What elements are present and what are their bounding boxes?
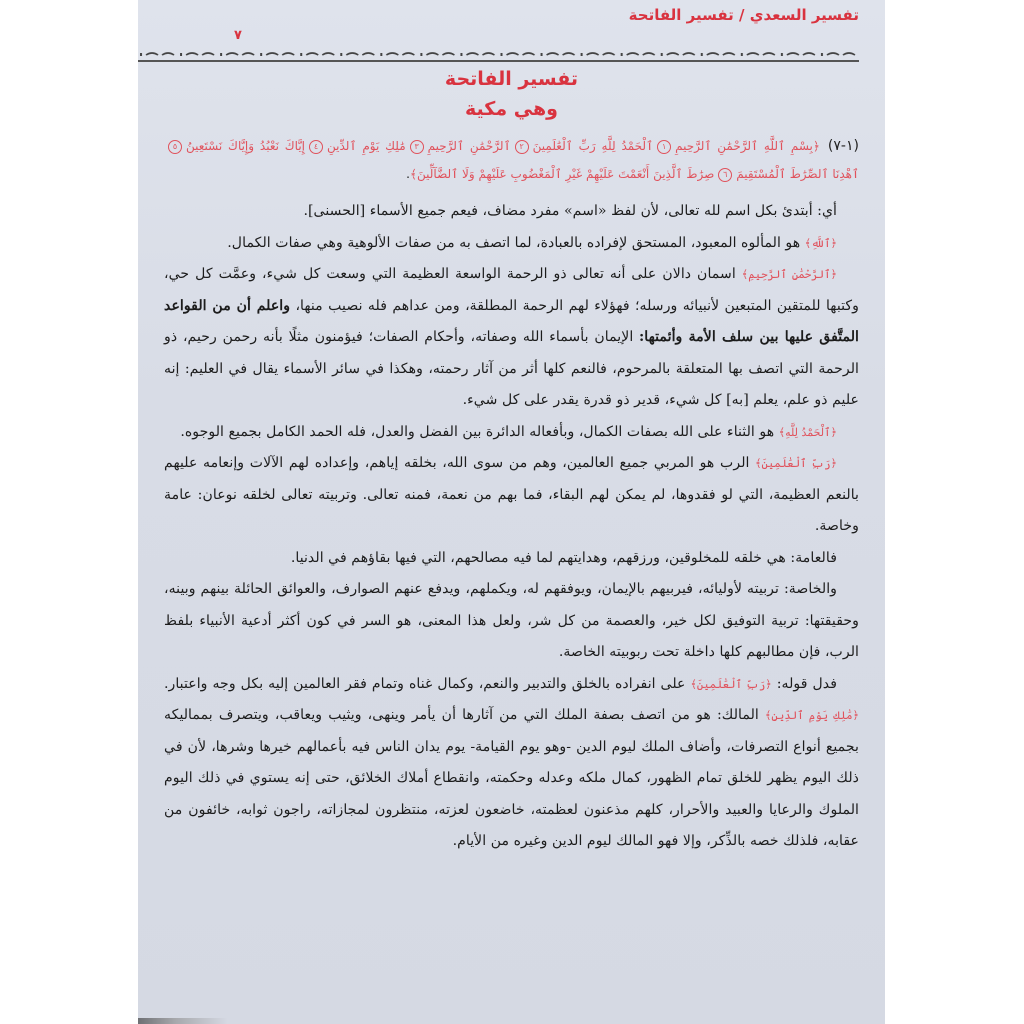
ayah-number-marker: ٥ [168,140,182,154]
verse-text: ٱلْحَمْدُ لِلَّهِ رَبِّ ٱلْعَٰلَمِينَ [532,139,654,153]
quote-rabb-2: ﴿رَبِّ ٱلْعَٰلَمِينَ﴾ [690,677,772,691]
quote-alhamd: ﴿ٱلْحَمْدُ لِلَّهِ﴾ [778,425,837,439]
paragraph-text: هو الثناء على الله بصفات الكمال، وبأفعاله الدائرة بين الفضل والعدل، فله الحمد الكامل بجميع الوجوه. [180,423,779,440]
verses-end: . [406,167,410,181]
ayah-number-marker: ٣ [410,140,424,154]
ayah-number-marker: ٢ [515,140,529,154]
tafsir-body [164,196,859,858]
paragraph-text: المالك: هو من اتصف بصفة الملك التي من آثارها أن يأمر وينهى، ويثيب ويعاقب، ويتصرف بمماليكه بجميع أنواع التصرفات، وأضاف الملك ليوم الدين -وهو يوم القيامة- يوم يدان الناس فيه بأعمالهم خيرها وشرها، لأن في ذلك اليوم يظهر للخلق تمام الظهور، كمال ملكه وعدله وحكمته، وانقطاع أملاك الخلائق، حتى إنه يستوي في ذلك اليوم الملوك والرعايا والعبيد والأحرار، كلهم مذعنون لعظمته، خاضعون لعزته، منتظرون لمجازاته، راجون ثوابه، خائفون من عقابه، فلذلك خصه بالذِّكر، وإلا فهو المالك ليوم الدين وغيره من الأيام. [164,707,859,849]
ayah-number-marker: ٤ [309,140,323,154]
quote-allah: ﴿ٱللَّهِ﴾ [804,236,837,250]
surah-subtitle: وهي مكية [465,98,558,120]
paragraph-text: اسمان دالان على أنه تعالى ذو الرحمة الواسعة العظيمة التي وسعت كل شيء، وعمَّت كل حي، وكتبها للمتقين المتبعين لأنبيائه ورسله؛ فهؤلاء لهم الرحمة المطلقة، ومن عداهم فله نصيب منها، [164,266,859,314]
quote-rahman-rahim: ﴿ٱلرَّحْمَٰنِ ٱلرَّحِيمِ﴾ [741,268,837,281]
paragraph-text: فدل قوله: [771,675,837,692]
quote-malik: ﴿مَٰلِكِ يَوْمِ ٱلدِّينِ﴾ [764,709,859,722]
paragraph-rabb [164,448,859,543]
verse-reference: (١-٧) [827,138,859,154]
close-bracket: ﴾ [409,167,418,181]
ornament-pattern-icon [138,50,859,58]
open-bracket: ﴿ [812,139,820,153]
paragraph-allah [164,228,859,260]
verse-text: صِرَٰطَ ٱلَّذِينَ أَنْعَمْتَ عَلَيْهِمْ غَيْرِ ٱلْمَغْضُوبِ عَلَيْهِمْ وَلَا ٱلضَّآلِّينَ [417,167,715,181]
verse-text: ٱهْدِنَا ٱلصِّرَٰطَ ٱلْمُسْتَقِيمَ [736,167,859,181]
paragraph-alhamd [164,417,859,449]
verse-list [164,139,859,181]
running-header: تفسير السعدي / تفسير الفاتحة [628,6,859,24]
paragraph-malik [164,669,859,858]
quran-verses-block [164,132,859,188]
verse-text: بِسْمِ ٱللَّهِ ٱلرَّحْمَٰنِ ٱلرَّحِيمِ [675,139,813,153]
page-number: ٧ [234,28,242,43]
paragraph-rahman-rahim [164,259,859,417]
header-ornament-divider [138,50,859,62]
verse-text: إِيَّاكَ نَعْبُدُ وَإِيَّاكَ نَسْتَعِينُ [186,139,306,153]
paragraph-text: الإيمان بأسماء الله وصفاته، وأحكام الصفات؛ فيؤمنون مثلًا بأنه رحمن رحيم، ذو الرحمة التي اتصف بها المتعلقة بالمرحوم، فالنعم كلها أثر من آثار رحمته، وهكذا في سائر الأسماء يقال في العليم: إنه عليم ذو علم، يعلم [به] كل شيء، قدير ذو قدرة يقدر على كل شيء. [164,329,859,408]
page-bottom-edge [138,1018,885,1024]
paragraph-text: هو المألوه المعبود، المستحق لإفراده بالعبادة، لما اتصف به من صفات الألوهية وهي صفات الكمال. [227,234,805,251]
verse-text: ٱلرَّحْمَٰنِ ٱلرَّحِيمِ [427,139,511,153]
paragraph-specific: والخاصة: تربيته لأوليائه، فيربيهم بالإيمان، ويوفقهم له، ويكملهم، ويدفع عنهم الصوارف، والعوائق الحائلة بينهم وبينه، وحقيقتها: تربية التوفيق لكل خير، والعصمة من كل شر، ولعل هذا المعنى، هو السر في كون أكثر أدعية الأنبياء بلفظ الرب، فإن مطالبهم كلها داخلة تحت ربوبيته الخاصة. [164,581,859,660]
paragraph-general: فالعامة: هي خلقه للمخلوقين، ورزقهم، وهدايتهم لما فيه مصالحهم، التي فيها بقاؤهم في الدنيا. [290,549,837,566]
paragraph-text: الرب هو المربي جميع العالمين، وهم من سوى الله، بخلقه إياهم، وإعداده لهم الآلات وإنعامه عليهم بالنعم العظيمة، التي لو فقدوها، لم يمكن لهم البقاء، فما بهم من نعمة، فمنه تعالى. وتربيته تعالى لخلقه نوعان: عامة وخاصة. [164,455,859,534]
paragraph-text: على انفراده بالخلق والتدبير والنعم، وكمال غناه وتمام فقر العالمين إليه بكل وجه واعتبار. [164,675,691,692]
quote-rabb: ﴿رَبِّ ٱلْعَٰلَمِينَ﴾ [755,457,837,470]
ayah-number-marker: ٦ [718,168,732,182]
surah-title: تفسير الفاتحة [444,68,579,90]
paragraph-basmala: أي: أبتدئ بكل اسم لله تعالى، لأن لفظ «اسم» مفرد مضاف، فيعم جميع الأسماء [الحسنى]. [303,203,837,219]
verse-text: مَٰلِكِ يَوْمِ ٱلدِّينِ [327,139,406,153]
ayah-number-marker: ١ [657,140,671,154]
book-page [138,0,885,1024]
bold-rule: واعلم أن من القواعد المتَّفق عليها بين سلف الأمة وأئمتها: [164,297,859,345]
